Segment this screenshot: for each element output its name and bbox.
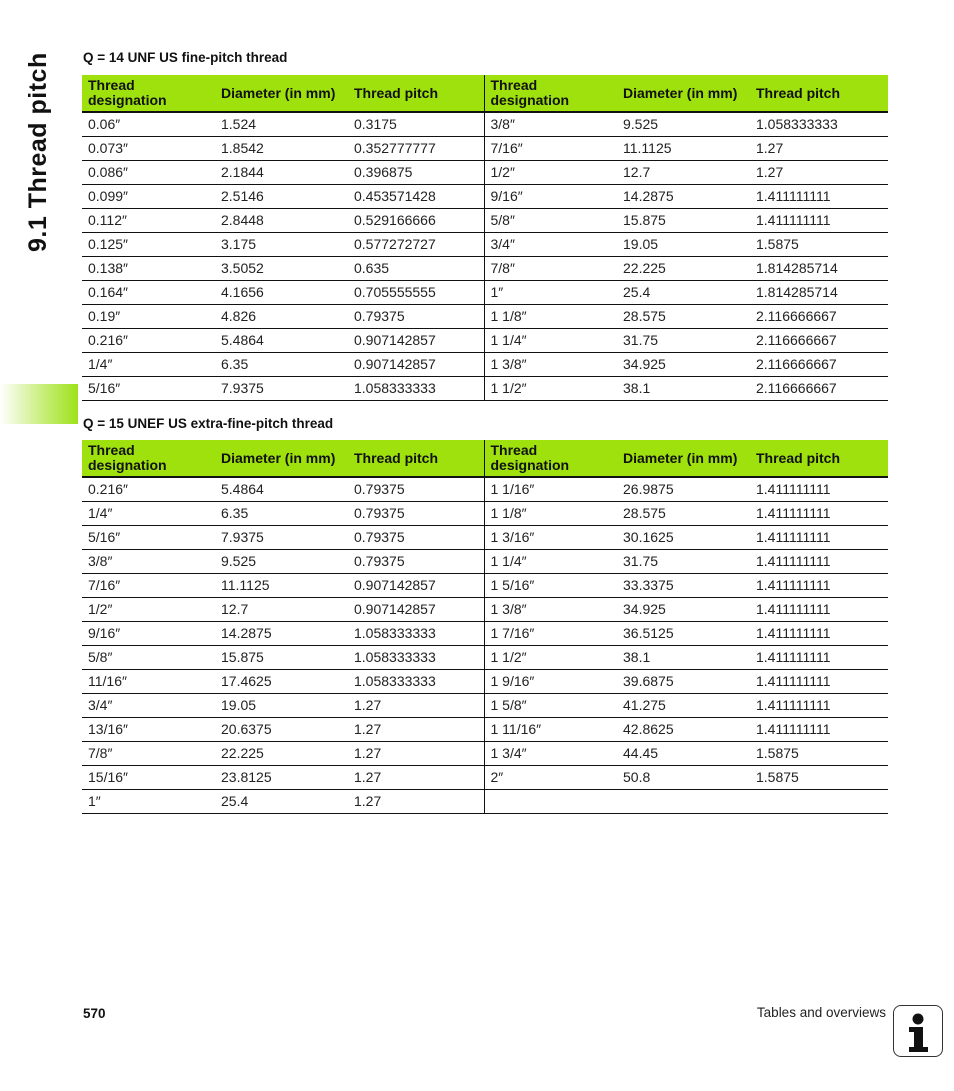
table-cell: 1 9/16″: [484, 670, 617, 694]
table-cell: 3.175: [215, 233, 348, 257]
table-cell: 3/4″: [82, 694, 215, 718]
section-heading-unf: Q = 14 UNF US fine-pitch thread: [83, 50, 288, 65]
table-cell: 0.138″: [82, 257, 215, 281]
table-cell: 1 11/16″: [484, 718, 617, 742]
chapter-tab-marker: [0, 384, 78, 424]
table-cell: 0.352777777: [348, 137, 484, 161]
table-cell: 38.1: [617, 377, 750, 401]
table-cell: 0.705555555: [348, 281, 484, 305]
table-cell: [484, 790, 617, 814]
table-cell: 30.1625: [617, 526, 750, 550]
table-cell: 4.826: [215, 305, 348, 329]
table-cell: 1/4″: [82, 353, 215, 377]
table-header-row: [82, 440, 888, 477]
table-cell: 1 5/8″: [484, 694, 617, 718]
table-row: [82, 574, 888, 598]
table-cell: 36.5125: [617, 622, 750, 646]
table-row: [82, 233, 888, 257]
table-cell: 7/8″: [82, 742, 215, 766]
table-cell: 1.411111111: [750, 209, 888, 233]
table-header-row: [82, 75, 888, 112]
table-cell: 1 1/16″: [484, 477, 617, 502]
table-cell: 0.79375: [348, 305, 484, 329]
table-cell: 0.099″: [82, 185, 215, 209]
table-cell: 34.925: [617, 353, 750, 377]
table-cell: 9.525: [617, 112, 750, 137]
table-cell: 0.125″: [82, 233, 215, 257]
table-cell: 41.275: [617, 694, 750, 718]
table-cell: 1.814285714: [750, 281, 888, 305]
table-row: [82, 670, 888, 694]
table-cell: 2.8448: [215, 209, 348, 233]
table-cell: 0.635: [348, 257, 484, 281]
table-cell: 4.1656: [215, 281, 348, 305]
table-cell: 9.525: [215, 550, 348, 574]
table-cell: 6.35: [215, 502, 348, 526]
table-cell: 0.112″: [82, 209, 215, 233]
table-cell: 23.8125: [215, 766, 348, 790]
table-cell: 0.79375: [348, 526, 484, 550]
table-cell: 1.5875: [750, 233, 888, 257]
table-cell: 15.875: [617, 209, 750, 233]
table-row: [82, 622, 888, 646]
table-cell: 0.216″: [82, 329, 215, 353]
page-number: 570: [83, 1006, 106, 1021]
table-row: [82, 257, 888, 281]
table-cell: 1/2″: [82, 598, 215, 622]
table-cell: 39.6875: [617, 670, 750, 694]
table-cell: [617, 790, 750, 814]
table-cell: 7/8″: [484, 257, 617, 281]
column-header: Thread designation: [82, 440, 215, 477]
table-cell: 1.27: [348, 742, 484, 766]
table-cell: 9/16″: [82, 622, 215, 646]
column-header: Thread designation: [484, 75, 617, 112]
table-cell: 1.5875: [750, 742, 888, 766]
table-cell: 1 3/16″: [484, 526, 617, 550]
table-cell: 22.225: [617, 257, 750, 281]
table-cell: 1 1/2″: [484, 646, 617, 670]
table-cell: 13/16″: [82, 718, 215, 742]
table-cell: 1/4″: [82, 502, 215, 526]
table-cell: 0.79375: [348, 502, 484, 526]
info-icon: [893, 1005, 943, 1057]
table-cell: 1 3/4″: [484, 742, 617, 766]
table-cell: 3.5052: [215, 257, 348, 281]
table-cell: 1.27: [750, 137, 888, 161]
table-cell: 0.453571428: [348, 185, 484, 209]
table-row: [82, 694, 888, 718]
table-cell: 0.79375: [348, 550, 484, 574]
table-cell: 0.19″: [82, 305, 215, 329]
table-cell: 5/8″: [82, 646, 215, 670]
table-cell: 2.116666667: [750, 353, 888, 377]
table-cell: 7/16″: [484, 137, 617, 161]
table-cell: 1.411111111: [750, 185, 888, 209]
unef-thread-table: [82, 440, 888, 814]
table-cell: 0.216″: [82, 477, 215, 502]
table-cell: 28.575: [617, 502, 750, 526]
table-cell: 1″: [484, 281, 617, 305]
table-cell: 11/16″: [82, 670, 215, 694]
table-cell: 0.79375: [348, 477, 484, 502]
table-cell: 33.3375: [617, 574, 750, 598]
table-cell: 25.4: [215, 790, 348, 814]
table-cell: 22.225: [215, 742, 348, 766]
table-cell: 1.411111111: [750, 622, 888, 646]
table-row: [82, 502, 888, 526]
table-cell: 15.875: [215, 646, 348, 670]
table-cell: 2.116666667: [750, 305, 888, 329]
table-cell: 1.411111111: [750, 574, 888, 598]
table-cell: 9/16″: [484, 185, 617, 209]
table-cell: 44.45: [617, 742, 750, 766]
table-cell: 0.3175: [348, 112, 484, 137]
table-row: [82, 161, 888, 185]
table-cell: 1.058333333: [348, 622, 484, 646]
table-cell: 1 3/8″: [484, 353, 617, 377]
column-header: Thread pitch: [348, 440, 484, 477]
column-header: Thread designation: [82, 75, 215, 112]
table-row: [82, 329, 888, 353]
table-row: [82, 137, 888, 161]
table-cell: 0.529166666: [348, 209, 484, 233]
table-cell: 1″: [82, 790, 215, 814]
table-cell: 14.2875: [617, 185, 750, 209]
table-cell: 1 5/16″: [484, 574, 617, 598]
column-header: Thread pitch: [750, 440, 888, 477]
table-cell: 1 1/8″: [484, 305, 617, 329]
table-cell: 0.086″: [82, 161, 215, 185]
table-row: [82, 526, 888, 550]
table-row: [82, 766, 888, 790]
table-cell: 1.058333333: [750, 112, 888, 137]
table-cell: 2″: [484, 766, 617, 790]
table-row: [82, 281, 888, 305]
table-row: [82, 598, 888, 622]
table-row: [82, 477, 888, 502]
table-cell: 0.164″: [82, 281, 215, 305]
table-cell: 7.9375: [215, 526, 348, 550]
table-cell: 0.577272727: [348, 233, 484, 257]
column-header: Thread pitch: [348, 75, 484, 112]
column-header: Diameter (in mm): [215, 75, 348, 112]
table-row: [82, 353, 888, 377]
table-cell: 12.7: [617, 161, 750, 185]
table-row: [82, 550, 888, 574]
table-cell: 3/4″: [484, 233, 617, 257]
table-cell: 2.5146: [215, 185, 348, 209]
table-cell: 7.9375: [215, 377, 348, 401]
table-cell: 34.925: [617, 598, 750, 622]
table-cell: 1.411111111: [750, 670, 888, 694]
table-cell: 1.27: [348, 790, 484, 814]
table-cell: 1.411111111: [750, 502, 888, 526]
table-cell: 1.8542: [215, 137, 348, 161]
table-cell: 1 1/4″: [484, 329, 617, 353]
column-header: Diameter (in mm): [617, 440, 750, 477]
table-cell: 1.411111111: [750, 598, 888, 622]
table-cell: 42.8625: [617, 718, 750, 742]
table-cell: 6.35: [215, 353, 348, 377]
table-cell: 1.814285714: [750, 257, 888, 281]
table-cell: 1.411111111: [750, 646, 888, 670]
table-row: [82, 742, 888, 766]
table-row: [82, 209, 888, 233]
table-row: [82, 305, 888, 329]
section-heading-unef: Q = 15 UNEF US extra-fine-pitch thread: [83, 416, 334, 431]
table-cell: 20.6375: [215, 718, 348, 742]
table-cell: 1.058333333: [348, 646, 484, 670]
table-row: [82, 185, 888, 209]
table-cell: 0.396875: [348, 161, 484, 185]
table-cell: 5.4864: [215, 329, 348, 353]
table-row: [82, 646, 888, 670]
table-cell: 5/16″: [82, 526, 215, 550]
table-cell: 5/16″: [82, 377, 215, 401]
table-cell: 50.8: [617, 766, 750, 790]
column-header: Thread pitch: [750, 75, 888, 112]
table-cell: 1.411111111: [750, 550, 888, 574]
table-cell: 0.907142857: [348, 329, 484, 353]
table-row: [82, 790, 888, 814]
table-cell: 25.4: [617, 281, 750, 305]
table-row: [82, 112, 888, 137]
table-cell: 1 3/8″: [484, 598, 617, 622]
table-cell: 3/8″: [484, 112, 617, 137]
table-cell: 14.2875: [215, 622, 348, 646]
chapter-side-title: [24, 52, 64, 255]
table-cell: 12.7: [215, 598, 348, 622]
table-cell: 2.1844: [215, 161, 348, 185]
table-cell: 0.907142857: [348, 574, 484, 598]
column-header: Diameter (in mm): [617, 75, 750, 112]
table-cell: 3/8″: [82, 550, 215, 574]
table-cell: 19.05: [617, 233, 750, 257]
table-cell: 1.411111111: [750, 718, 888, 742]
table-cell: 1/2″: [484, 161, 617, 185]
table-cell: 1.058333333: [348, 377, 484, 401]
table-cell: 1.27: [348, 766, 484, 790]
table-cell: 11.1125: [617, 137, 750, 161]
column-header: Thread designation: [484, 440, 617, 477]
table-cell: [750, 790, 888, 814]
table-cell: 28.575: [617, 305, 750, 329]
table-cell: 11.1125: [215, 574, 348, 598]
unf-thread-table: [82, 75, 888, 401]
table-cell: 1 1/2″: [484, 377, 617, 401]
table-cell: 5/8″: [484, 209, 617, 233]
table-cell: 1 1/4″: [484, 550, 617, 574]
table-cell: 38.1: [617, 646, 750, 670]
table-cell: 1.27: [750, 161, 888, 185]
table-cell: 5.4864: [215, 477, 348, 502]
table-cell: 1.27: [348, 718, 484, 742]
table-cell: 17.4625: [215, 670, 348, 694]
table-row: [82, 718, 888, 742]
table-cell: 1.058333333: [348, 670, 484, 694]
table-cell: 0.06″: [82, 112, 215, 137]
table-cell: 1.411111111: [750, 526, 888, 550]
table-cell: 0.907142857: [348, 353, 484, 377]
footer-section-name: Tables and overviews: [756, 1005, 886, 1020]
column-header: Diameter (in mm): [215, 440, 348, 477]
table-cell: 1 7/16″: [484, 622, 617, 646]
table-cell: 31.75: [617, 550, 750, 574]
table-cell: 7/16″: [82, 574, 215, 598]
table-cell: 0.907142857: [348, 598, 484, 622]
table-cell: 2.116666667: [750, 377, 888, 401]
table-cell: 1.27: [348, 694, 484, 718]
chapter-side-title-text: 9.1 Thread pitch: [24, 52, 52, 252]
table-cell: 31.75: [617, 329, 750, 353]
table-cell: 1.5875: [750, 766, 888, 790]
table-cell: 15/16″: [82, 766, 215, 790]
table-cell: 2.116666667: [750, 329, 888, 353]
table-cell: 0.073″: [82, 137, 215, 161]
table-cell: 1.411111111: [750, 694, 888, 718]
table-row: [82, 377, 888, 401]
table-cell: 19.05: [215, 694, 348, 718]
table-cell: 1 1/8″: [484, 502, 617, 526]
table-cell: 1.411111111: [750, 477, 888, 502]
table-cell: 1.524: [215, 112, 348, 137]
table-cell: 26.9875: [617, 477, 750, 502]
